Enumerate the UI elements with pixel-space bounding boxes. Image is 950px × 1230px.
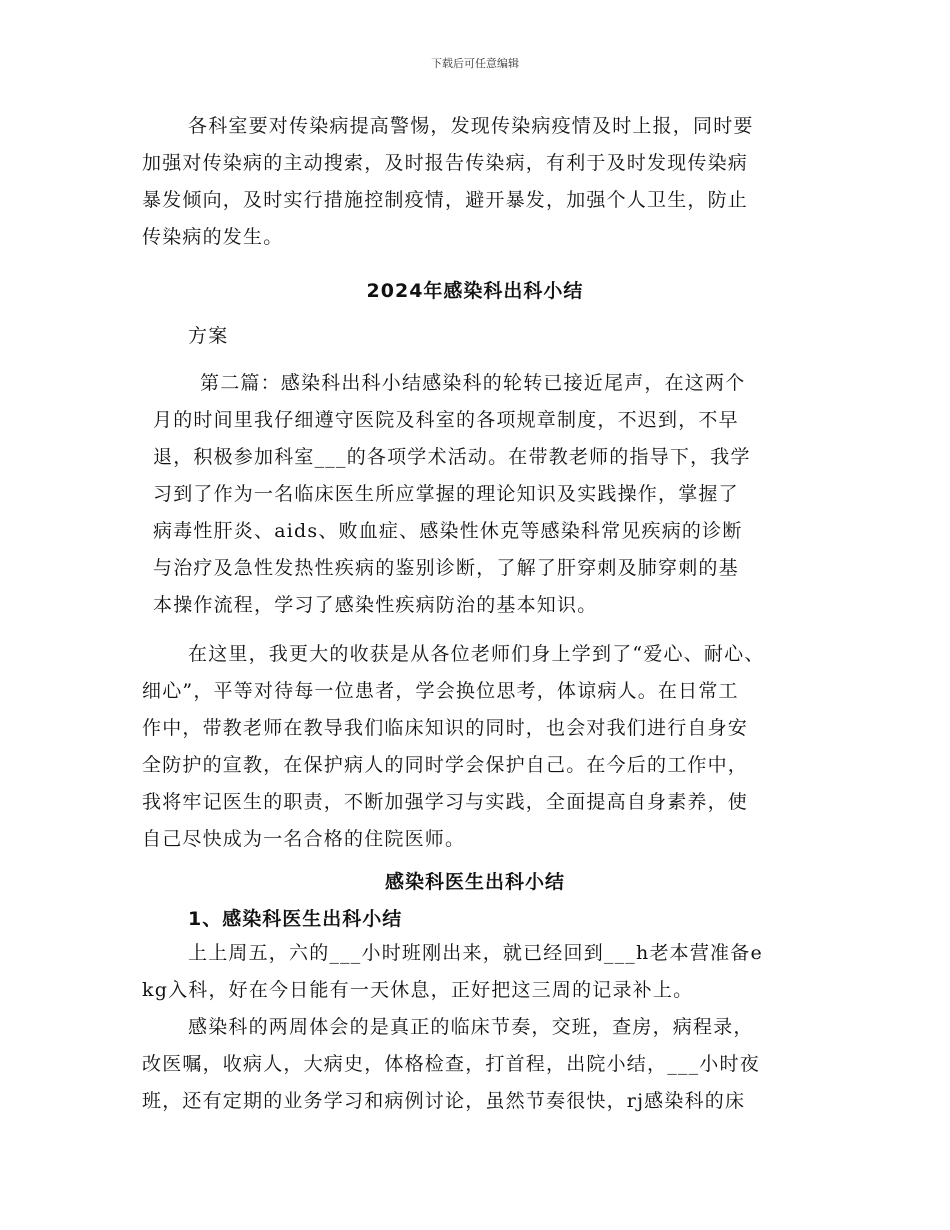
paragraph-line: 改医嘱，收病人，大病史，体格检查，打首程，出院小结，___小时夜 xyxy=(142,1053,760,1075)
section-heading: 1、感染科医生出科小结 xyxy=(188,908,403,930)
paragraph-line: 习到了作为一名临床医生所应掌握的理论知识及实践操作，掌握了 xyxy=(153,483,739,505)
paragraph-line: 各科室要对传染病提高警惕，发现传染病疫情及时上报，同时要 xyxy=(188,115,754,137)
paragraph-line: 暴发倾向，及时实行措施控制疫情，避开暴发，加强个人卫生，防止 xyxy=(142,189,749,211)
paragraph-line: kg入科，好在今日能有一天休息，正好把这三周的记录补上。 xyxy=(142,979,694,1001)
paragraph-line: 方案 xyxy=(188,325,229,347)
paragraph-line: 在这里，我更大的收获是从各位老师们身上学到了“爱心、耐心、 xyxy=(188,643,765,665)
paragraph-line: 第二篇：感染科出科小结感染科的轮转已接近尾声，在这两个 xyxy=(200,372,746,394)
paragraph-line: 退，积极参加科室___的各项学术活动。在带教老师的指导下，我学 xyxy=(153,446,751,468)
paragraph-line: 与治疗及急性发热性疾病的鉴别诊断，了解了肝穿刺及肺穿刺的基 xyxy=(153,557,739,579)
paragraph-line: 自己尽快成为一名合格的住院医师。 xyxy=(142,828,466,850)
paragraph-line: 感染科的两周体会的是真正的临床节奏，交班，查房，病程录， xyxy=(188,1016,754,1038)
paragraph-line: 班，还有定期的业务学习和病例讨论，虽然节奏很快，rj感染科的床 xyxy=(142,1090,746,1112)
paragraph-line: 细心”，平等对待每一位患者，学会换位思考，体谅病人。在日常工 xyxy=(142,680,739,702)
paragraph-line: 月的时间里我仔细遵守医院及科室的各项规章制度，不迟到，不早 xyxy=(153,409,739,431)
paragraph-line: 本操作流程，学习了感染性疾病防治的基本知识。 xyxy=(153,594,598,616)
paragraph-line: 病毒性肝炎、aids、败血症、感染性休克等感染科常见疾病的诊断 xyxy=(153,520,743,542)
section-title: 2024年感染科出科小结 xyxy=(366,280,584,302)
page-header: 下载后可任意编辑 xyxy=(431,57,519,70)
paragraph-line: 作中，带教老师在教导我们临床知识的同时，也会对我们进行自身安 xyxy=(142,717,749,739)
paragraph-line: 传染病的发生。 xyxy=(142,226,284,248)
paragraph-line: 全防护的宣教，在保护病人的同时学会保护自己。在今后的工作中， xyxy=(142,754,749,776)
paragraph-line: 上上周五，六的___小时班刚出来，就已经回到___h老本营准备e xyxy=(188,942,763,964)
paragraph-line: 我将牢记医生的职责，不断加强学习与实践，全面提高自身素养，使 xyxy=(142,791,749,813)
paragraph-line: 加强对传染病的主动搜索，及时报告传染病，有利于及时发现传染病 xyxy=(142,152,749,174)
section-title: 感染科医生出科小结 xyxy=(384,871,565,893)
